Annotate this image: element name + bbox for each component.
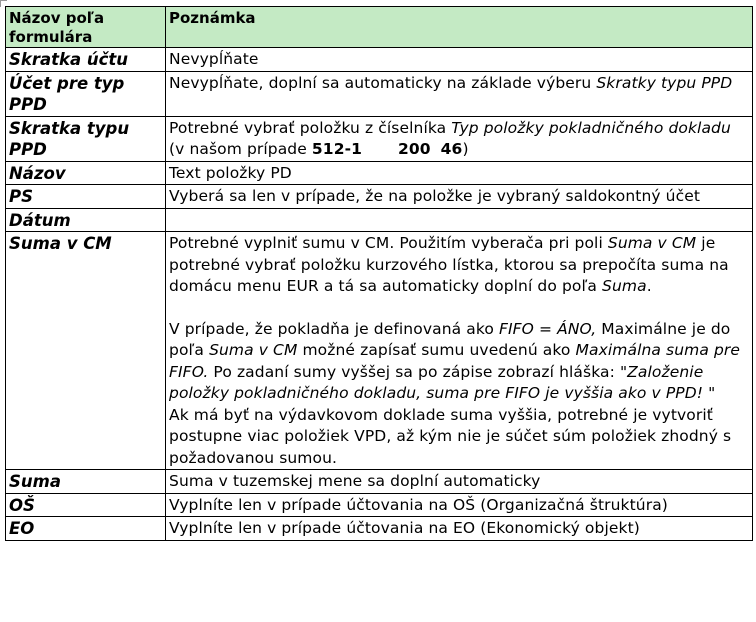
note-paragraph-2	[169, 319, 749, 405]
table-row	[6, 517, 753, 541]
header-field-name: Názov poľa formulára	[6, 7, 166, 48]
table-row	[6, 493, 753, 517]
table-row	[6, 232, 753, 470]
field-name: Účet pre typ PPD	[6, 71, 166, 116]
table-row	[6, 470, 753, 494]
field-note: Vyplníte len v prípade účtovania na OŠ (Organizačná štruktúra)	[166, 493, 753, 517]
field-note	[166, 116, 753, 161]
note-text: .	[646, 277, 652, 295]
table-row	[6, 71, 753, 116]
warning-message: "Založenie položky pokladničného dokladu, suma pre FIFO je vyššia ako v PPD! "	[169, 362, 716, 402]
note-text: Potrebné vyplniť sumu v CM. Použitím vyberača pri poli	[169, 234, 608, 252]
example-line	[169, 139, 749, 161]
note-text: možné zapísať sumu uvedenú ako	[297, 341, 576, 359]
table-header-row	[6, 7, 753, 48]
example-code-3: 46	[440, 140, 463, 158]
form-fields-table	[5, 6, 753, 541]
table-row	[6, 48, 753, 72]
example-close: )	[462, 140, 469, 158]
field-note	[166, 71, 753, 116]
field-note: Suma v tuzemskej mene sa doplní automaticky	[166, 470, 753, 494]
table-row	[6, 208, 753, 232]
field-note	[166, 232, 753, 470]
field-name: PS	[6, 185, 166, 209]
note-paragraph-1	[169, 233, 749, 298]
note-italic: Maximálna suma pre FIFO.	[169, 341, 740, 381]
field-name: Suma v CM	[6, 232, 166, 470]
note-italic: FIFO = ÁNO,	[498, 319, 597, 338]
note-italic: Suma v CM	[607, 234, 697, 252]
note-italic: Suma	[602, 277, 647, 295]
field-note: Nevypĺňate	[166, 48, 753, 72]
table-row	[6, 161, 753, 185]
note-text: V prípade, že pokladňa je definovaná ako	[169, 319, 499, 338]
field-note: Vyplníte len v prípade účtovania na EO (Ekonomický objekt)	[166, 517, 753, 541]
field-name: Názov	[6, 161, 166, 185]
note-paragraph-3: Ak má byť na výdavkovom doklade suma vyššia, potrebné je vytvoriť postupne viac položiek VPD, až kým nie je súčet súm položiek zhodný s požadovanou sumou.	[169, 405, 732, 467]
example-code-2: 200	[398, 140, 431, 158]
note-italic: Suma v CM	[209, 341, 298, 359]
table-row	[6, 185, 753, 209]
field-note	[166, 208, 753, 232]
field-name: OŠ	[6, 493, 166, 517]
note-text: Nevypĺňate, doplní sa automaticky na základe výberu	[169, 73, 597, 92]
paragraph-spacer	[169, 298, 749, 319]
note-text: Po zadaní sumy vyššej sa po zápise zobrazí hláška:	[208, 362, 620, 381]
example-code-1: 512-1	[311, 140, 362, 158]
example-text: (v našom prípade	[169, 140, 312, 158]
table-row	[6, 116, 753, 161]
field-name: Suma	[6, 470, 166, 494]
field-note: Vyberá sa len v prípade, že na položke je vybraný saldokontný účet	[166, 185, 753, 209]
field-name: Dátum	[6, 208, 166, 232]
note-italic: Skratky typu PPD	[596, 73, 733, 92]
note-text: Maximálne je do poľa	[169, 319, 731, 359]
note-italic: Typ položky pokladničného dokladu	[451, 118, 731, 137]
note-text: je potrebné vybrať položku kurzového lístka, ktorou sa prepočíta suma na domácu menu EUR a tá sa automaticky doplní do poľa	[169, 234, 729, 295]
note-text: Potrebné vybrať položku z číselníka	[169, 118, 452, 137]
header-note: Poznámka	[166, 7, 753, 48]
field-name: Skratka účtu	[6, 48, 166, 72]
field-note: Text položky PD	[166, 161, 753, 185]
field-name: Skratka typu PPD	[6, 116, 166, 161]
field-name: EO	[6, 517, 166, 541]
